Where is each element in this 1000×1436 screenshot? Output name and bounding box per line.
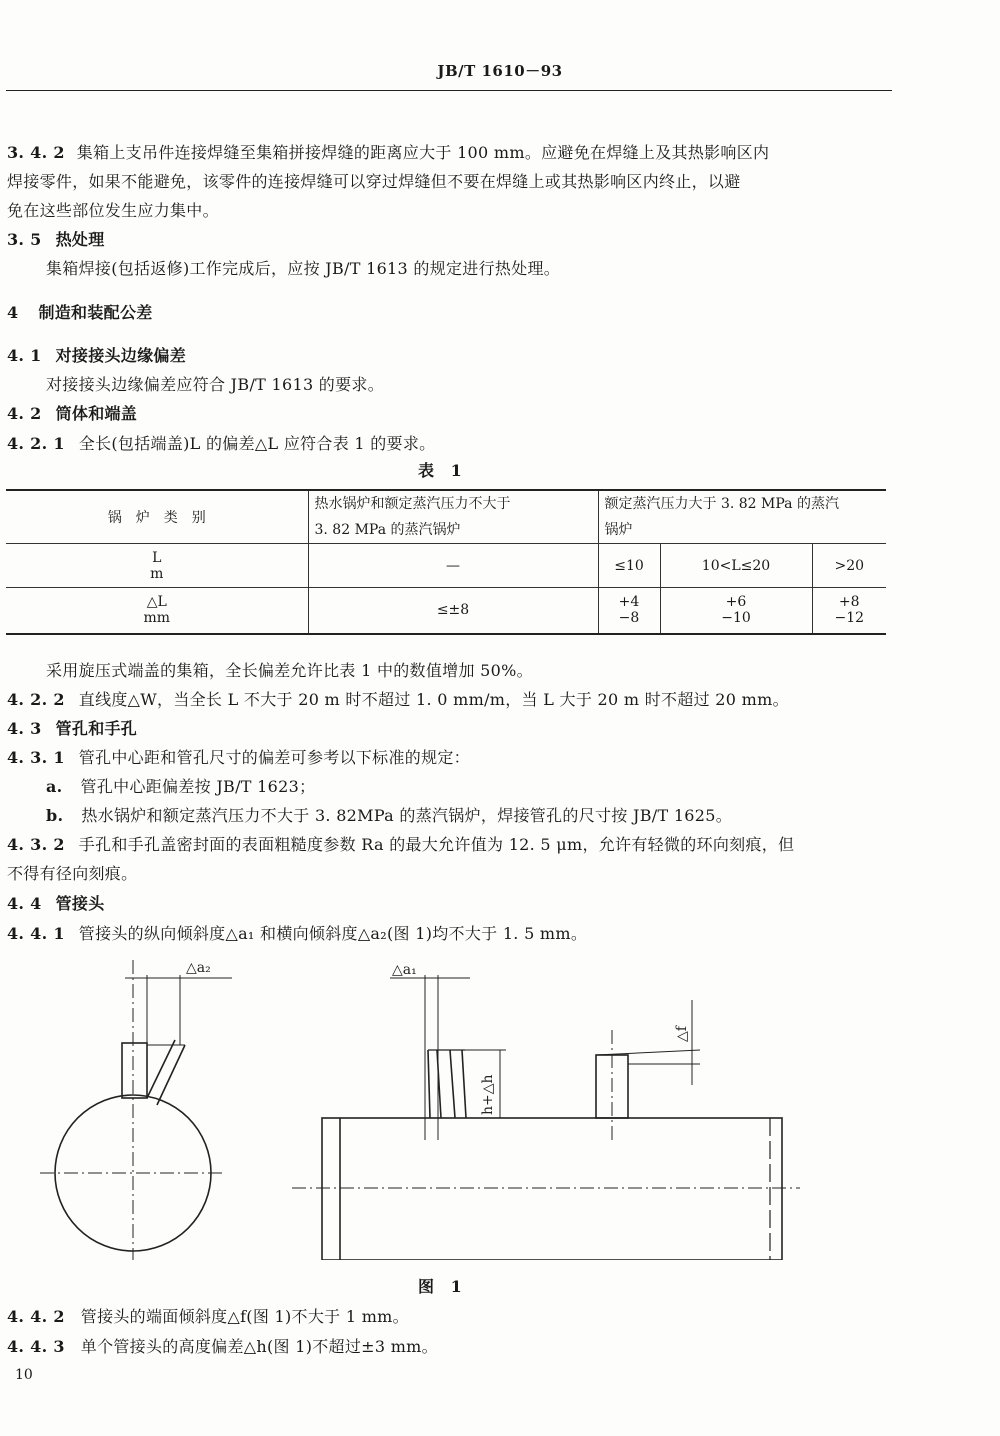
section-number: 4. 3 bbox=[7, 719, 42, 738]
label-delta-f: △f bbox=[674, 1026, 690, 1042]
paragraph-line: 采用旋压式端盖的集箱，全长偏差允许比表 1 中的数值增加 50%。 bbox=[46, 661, 533, 680]
section-title: 管接头 bbox=[55, 894, 105, 913]
table-row bbox=[6, 588, 886, 634]
table-cell: ≤10 bbox=[598, 544, 660, 588]
section-4-4-3 bbox=[7, 1337, 438, 1357]
paragraph-line: 单个管接头的高度偏差△h(图 1)不超过±3 mm。 bbox=[80, 1337, 438, 1356]
table-header-row bbox=[6, 490, 886, 544]
header-hot-water: 热水锅炉和额定蒸汽压力不大于 3. 82 MPa 的蒸汽锅炉 bbox=[308, 490, 598, 544]
section-4-heading bbox=[7, 303, 153, 323]
paragraph-line: 不得有径向刻痕。 bbox=[7, 864, 138, 883]
section-4-3-heading bbox=[7, 719, 137, 739]
table-cell: +8 −12 bbox=[812, 588, 886, 634]
paragraph-line: 免在这些部位发生应力集中。 bbox=[7, 201, 219, 220]
header-body bbox=[322, 1118, 782, 1260]
section-3-4-2 bbox=[7, 143, 769, 163]
section-number: 4 bbox=[7, 303, 19, 322]
nozzle-wall bbox=[462, 1050, 466, 1118]
table-row bbox=[6, 544, 886, 588]
row-label-deviation: △L mm bbox=[6, 588, 308, 634]
nozzle-wall bbox=[450, 1050, 455, 1118]
label-h-delta-h: h+△h bbox=[480, 1074, 496, 1115]
list-text: 管孔中心距偏差按 JB/T 1623； bbox=[80, 777, 316, 796]
list-item-b bbox=[46, 806, 732, 826]
section-number: 3. 5 bbox=[7, 230, 42, 249]
paragraph-line: 管孔中心距和管孔尺寸的偏差可参考以下标准的规定： bbox=[78, 748, 470, 767]
table-cell: ≤±8 bbox=[308, 588, 598, 634]
figure-1 bbox=[0, 940, 1000, 1260]
section-title: 对接接头边缘偏差 bbox=[55, 346, 187, 365]
header-rule bbox=[6, 90, 892, 91]
section-number: 3. 4. 2 bbox=[7, 143, 65, 162]
label-delta-a2: △a₂ bbox=[186, 960, 211, 976]
paragraph-line: 直线度△W，当全长 L 不大于 20 m 时不超过 1. 0 mm/m，当 L 大于 20 m 时不超过 20 mm。 bbox=[78, 690, 789, 709]
section-number: 4. 2. 2 bbox=[7, 690, 65, 709]
section-4-2-heading bbox=[7, 404, 137, 424]
row-label-length: L m bbox=[6, 544, 308, 588]
table-cell: +4 −8 bbox=[598, 588, 660, 634]
paragraph-line: 管接头的纵向倾斜度△a₁ 和横向倾斜度△a₂(图 1)均不大于 1. 5 mm。 bbox=[78, 924, 588, 943]
table-1 bbox=[6, 489, 886, 635]
list-label: a. bbox=[46, 777, 63, 796]
paragraph-line: 全长(包括端盖)L 的偏差△L 应符合表 1 的要求。 bbox=[78, 434, 436, 453]
label-delta-a1: △a₁ bbox=[392, 962, 417, 978]
table-caption: 表 1 bbox=[417, 461, 463, 480]
paragraph-line: 集箱上支吊件连接焊缝至集箱拼接焊缝的距离应大于 100 mm。应避免在焊缝上及其热影响区内 bbox=[76, 143, 770, 162]
section-number: 4. 2 bbox=[7, 404, 42, 423]
header-boiler-type: 锅 炉 类 别 bbox=[6, 490, 308, 544]
header-steam: 额定蒸汽压力大于 3. 82 MPa 的蒸汽 锅炉 bbox=[598, 490, 886, 544]
section-4-4-heading bbox=[7, 894, 105, 914]
paragraph-line: 焊接零件，如果不能避免，该零件的连接焊缝可以穿过焊缝但不要在焊缝上或其热影响区内终止，以避 bbox=[7, 172, 741, 191]
section-title: 管孔和手孔 bbox=[55, 719, 138, 738]
section-3-5-heading bbox=[7, 230, 105, 250]
section-4-1-heading bbox=[7, 346, 186, 366]
nozzle-wall bbox=[428, 1050, 430, 1118]
figure-caption: 图 1 bbox=[417, 1277, 463, 1296]
section-number: 4. 4. 2 bbox=[7, 1307, 65, 1326]
page-number: 10 bbox=[15, 1367, 33, 1383]
tilted-nozzle-edge bbox=[157, 1045, 185, 1105]
paragraph-line: 管接头的端面倾斜度△f(图 1)不大于 1 mm。 bbox=[80, 1307, 409, 1326]
section-number: 4. 4. 1 bbox=[7, 924, 65, 943]
section-number: 4. 4. 3 bbox=[7, 1337, 65, 1356]
paragraph-line: 手孔和手孔盖密封面的表面粗糙度参数 Ra 的最大允许值为 12. 5 μm，允许有轻微的环向刻痕，但 bbox=[78, 835, 795, 854]
table-cell: 10<L≤20 bbox=[660, 544, 812, 588]
table-cell: >20 bbox=[812, 544, 886, 588]
section-number: 4. 3. 1 bbox=[7, 748, 65, 767]
table-cell: — bbox=[308, 544, 598, 588]
tilted-nozzle-edge bbox=[147, 1040, 175, 1098]
table-cell: +6 −10 bbox=[660, 588, 812, 634]
section-number: 4. 4 bbox=[7, 894, 42, 913]
section-title: 热处理 bbox=[55, 230, 105, 249]
list-label: b. bbox=[46, 806, 64, 825]
section-4-4-2 bbox=[7, 1307, 409, 1327]
section-4-3-2 bbox=[7, 835, 794, 855]
section-4-2-2 bbox=[7, 690, 789, 710]
section-title: 制造和装配公差 bbox=[38, 303, 153, 322]
nozzle-stub bbox=[122, 1043, 147, 1098]
section-number: 4. 3. 2 bbox=[7, 835, 65, 854]
section-4-2-1 bbox=[7, 434, 435, 454]
list-text: 热水锅炉和额定蒸汽压力不大于 3. 82MPa 的蒸汽锅炉，焊接管孔的尺寸按 JB/T 1625。 bbox=[81, 806, 733, 825]
list-item-a bbox=[46, 777, 315, 797]
standard-number: JB/T 1610－93 bbox=[437, 62, 563, 80]
section-4-3-1 bbox=[7, 748, 470, 768]
section-number: 4. 2. 1 bbox=[7, 434, 65, 453]
paragraph-line: 集箱焊接(包括返修)工作完成后，应按 JB/T 1613 的规定进行热处理。 bbox=[46, 259, 561, 278]
paragraph-line: 对接接头边缘偏差应符合 JB/T 1613 的要求。 bbox=[46, 375, 385, 394]
section-number: 4. 1 bbox=[7, 346, 42, 365]
section-title: 筒体和端盖 bbox=[55, 404, 138, 423]
